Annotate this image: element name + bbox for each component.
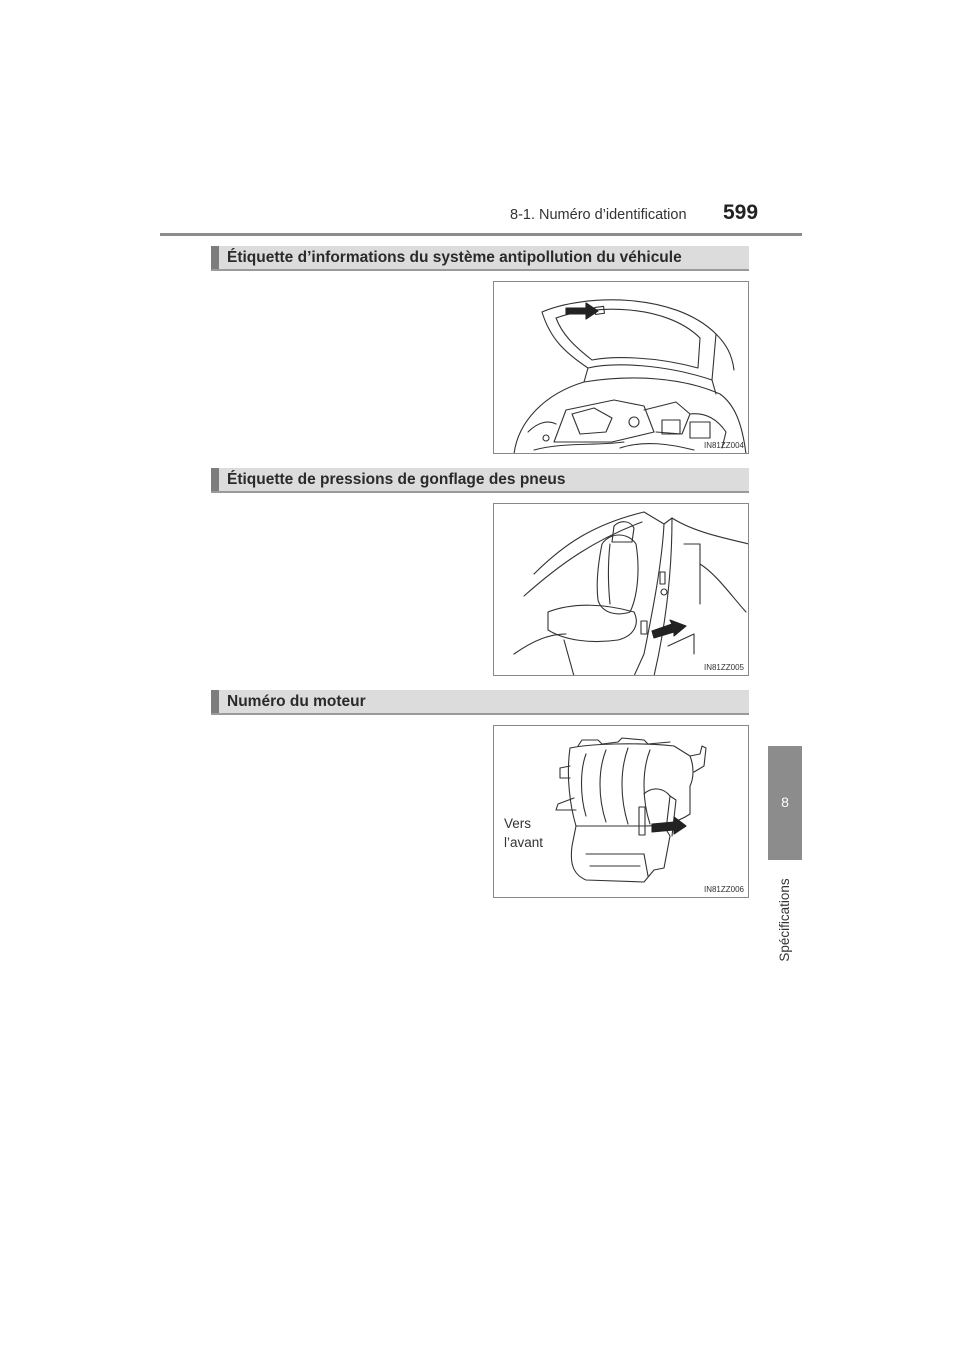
section-heading-emission-label bbox=[211, 246, 749, 271]
chapter-side-label-text: Spécifications bbox=[777, 878, 792, 962]
callout-line: l’avant bbox=[504, 835, 544, 850]
section-heading-engine-number bbox=[211, 690, 749, 715]
page-number: 599 bbox=[723, 201, 759, 224]
section-title: Numéro du moteur bbox=[227, 693, 366, 710]
section-title: Étiquette de pressions de gonflage des pneus bbox=[227, 471, 566, 488]
heading-accent-bar bbox=[211, 246, 219, 269]
chapter-tab bbox=[768, 746, 802, 860]
engine-illustration bbox=[494, 726, 749, 898]
section-heading-tire-pressure bbox=[211, 468, 749, 493]
running-header bbox=[0, 0, 960, 240]
figure-code: IN81ZZ006 bbox=[703, 885, 744, 894]
callout-line: Vers bbox=[504, 816, 532, 831]
section-title: Étiquette d’informations du système antipollution du véhicule bbox=[227, 249, 682, 266]
figure-engine-block bbox=[493, 725, 749, 898]
heading-accent-bar bbox=[211, 468, 219, 491]
figure-hood-open bbox=[493, 281, 749, 454]
hood-illustration bbox=[494, 282, 749, 454]
header-rule bbox=[160, 233, 802, 236]
door-pillar-illustration bbox=[494, 504, 749, 676]
chapter-side-label bbox=[770, 870, 800, 970]
figure-code: IN81ZZ004 bbox=[703, 441, 744, 450]
heading-accent-bar bbox=[211, 690, 219, 713]
front-direction-callout bbox=[504, 814, 543, 852]
figure-door-pillar bbox=[493, 503, 749, 676]
chapter-tab-number: 8 bbox=[781, 794, 789, 810]
chapter-reference: 8-1. Numéro d’identification bbox=[510, 207, 687, 223]
figure-code: IN81ZZ005 bbox=[703, 663, 744, 672]
